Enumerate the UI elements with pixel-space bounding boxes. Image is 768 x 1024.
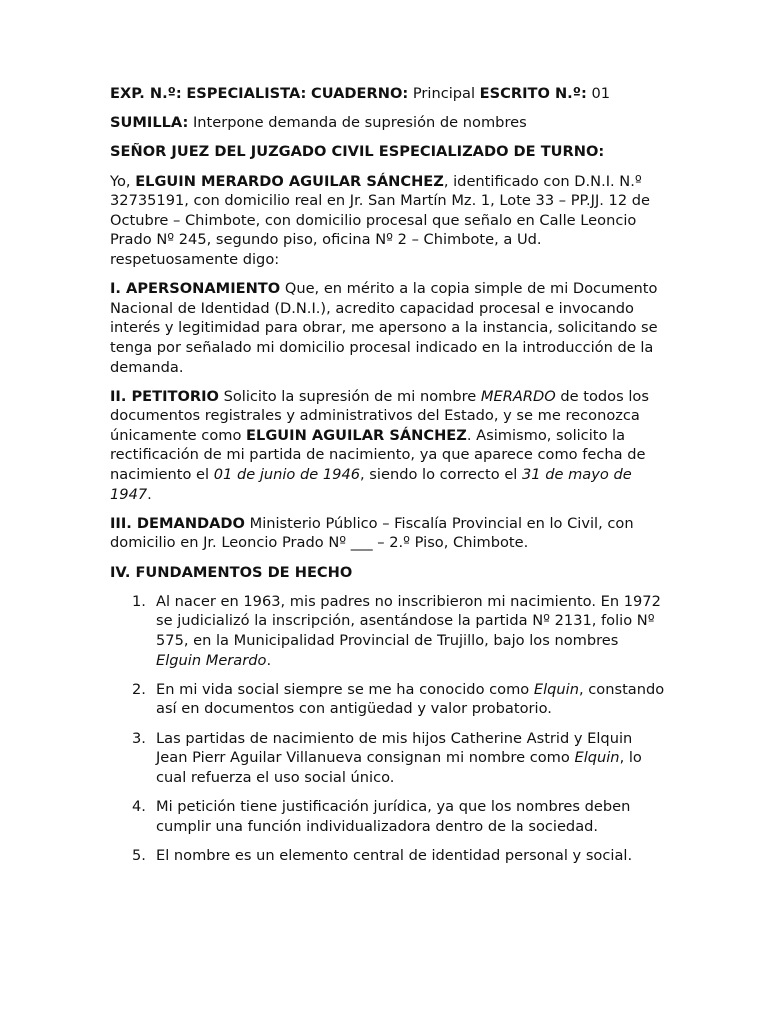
sumilla-text: Interpone demanda de supresión de nombres <box>192 114 527 132</box>
correct-birth-date: 31 de mayo de 1947 <box>110 466 632 503</box>
addressee <box>110 142 668 162</box>
intro-paragraph <box>110 172 668 270</box>
petitorio-text-2: de todos los documentos registrales y administrativos del Estado, y se me reconozca únicamente como <box>110 387 649 444</box>
list-item-number: 5. <box>132 846 146 864</box>
sumilla <box>110 113 668 133</box>
demandado-text: Ministerio Público – Fiscalía Provincial en lo Civil, con domicilio en Jr. Leoncio Prado Nº ___ – 2.º Piso, Chimbote. <box>110 514 634 552</box>
list-item-number: 1. <box>132 592 146 610</box>
cuaderno-value: Principal <box>412 85 476 102</box>
list-item-number: 3. <box>132 729 146 747</box>
petitorio-text-3: . Asimismo, solicito la rectificación de mi partida de nacimiento, ya que aparece como fecha de nacimiento el <box>110 426 646 484</box>
intro-text: , identificado con D.N.I. N.º 32735191, con domicilio real en Jr. San Martín Mz. 1, Lote 33 – PP.JJ. 12 de Octubre – Chimbote, con domicilio procesal que señalo en Calle Leoncio Prado Nº 245, segundo piso, oficina Nº 2 – Chimbote, a Ud. respetuosamente digo: <box>110 172 650 268</box>
demandado-section <box>110 514 668 553</box>
list-item-text-end: . <box>266 651 272 669</box>
fundamentos-list <box>110 592 668 866</box>
list-item-number: 2. <box>132 680 146 698</box>
apersonamiento-section <box>110 279 668 377</box>
petitorio-text-1: Solicito la supresión de mi nombre <box>218 387 481 405</box>
list-item-emphasis: Elquin <box>533 680 579 698</box>
demandado-heading: III. DEMANDADO <box>110 514 245 532</box>
list-item <box>110 729 668 788</box>
list-item-text: Al nacer en 1963, mis padres no inscribieron mi nacimiento. En 1972 se judicializó la inscripción, asentándose la partida Nº 2131, folio Nº 575, en la Municipalidad Provincial de Trujillo, bajo los nombres <box>156 592 661 649</box>
petitorio-heading: II. PETITORIO <box>110 387 219 405</box>
exp-label: EXP. N.º: <box>110 85 182 102</box>
list-item-emphasis: Elguin Merardo <box>156 651 267 669</box>
cuaderno-label: CUADERNO: <box>311 85 409 102</box>
plaintiff-name: ELGUIN MERARDO AGUILAR SÁNCHEZ <box>135 172 444 190</box>
addressee-text: SEÑOR JUEZ DEL JUZGADO CIVIL ESPECIALIZADO DE TURNO: <box>110 143 605 161</box>
petitorio-text-5: . <box>147 485 152 503</box>
list-item-text: Las partidas de nacimiento de mis hijos Catherine Astrid y Elquin Jean Pierr Aguilar Villanueva consignan mi nombre como <box>156 729 633 767</box>
list-item <box>110 846 668 866</box>
especialista-label: ESPECIALISTA: <box>186 85 307 102</box>
case-header <box>110 84 668 104</box>
wrong-birth-date: 01 de junio de 1946 <box>213 466 361 484</box>
sumilla-label: SUMILLA: <box>110 114 189 132</box>
list-item-text-end: , constando así en documentos con antigüedad y valor probatorio. <box>156 680 665 718</box>
escrito-value: 01 <box>591 85 611 102</box>
fundamentos-heading-line <box>110 563 668 583</box>
apersonamiento-heading: I. APERSONAMIENTO <box>110 280 281 298</box>
list-item-text: En mi vida social siempre se me ha conocido como <box>156 680 534 698</box>
list-item-emphasis: Elquin <box>574 749 620 767</box>
list-item-text-end: , lo cual refuerza el uso social único. <box>156 749 642 786</box>
list-item-text: Mi petición tiene justificación jurídica, ya que los nombres deben cumplir una función individualizadora dentro de la sociedad. <box>156 797 631 835</box>
fundamentos-heading: IV. FUNDAMENTOS DE HECHO <box>110 563 353 581</box>
escrito-label: ESCRITO N.º: <box>479 85 587 102</box>
apersonamiento-text: Que, en mérito a la copia simple de mi Documento Nacional de Identidad (D.N.I.), acredito capacidad procesal e invocando interés y legitimidad para obrar, me apersono a la instancia, solicitando se tenga por señalado mi domicilio procesal indicado en la introducción de la demanda. <box>110 280 658 376</box>
removed-name: MERARDO <box>480 387 556 405</box>
intro-prefix: Yo, <box>110 172 136 190</box>
petitorio-section <box>110 387 668 505</box>
list-item-number: 4. <box>132 797 146 815</box>
petitorio-text-4: , siendo lo correcto el <box>360 466 522 484</box>
list-item <box>110 680 668 719</box>
kept-name: ELGUIN AGUILAR SÁNCHEZ <box>246 426 467 444</box>
list-item <box>110 592 668 670</box>
list-item <box>110 797 668 836</box>
list-item-text: El nombre es un elemento central de identidad personal y social. <box>156 846 633 864</box>
